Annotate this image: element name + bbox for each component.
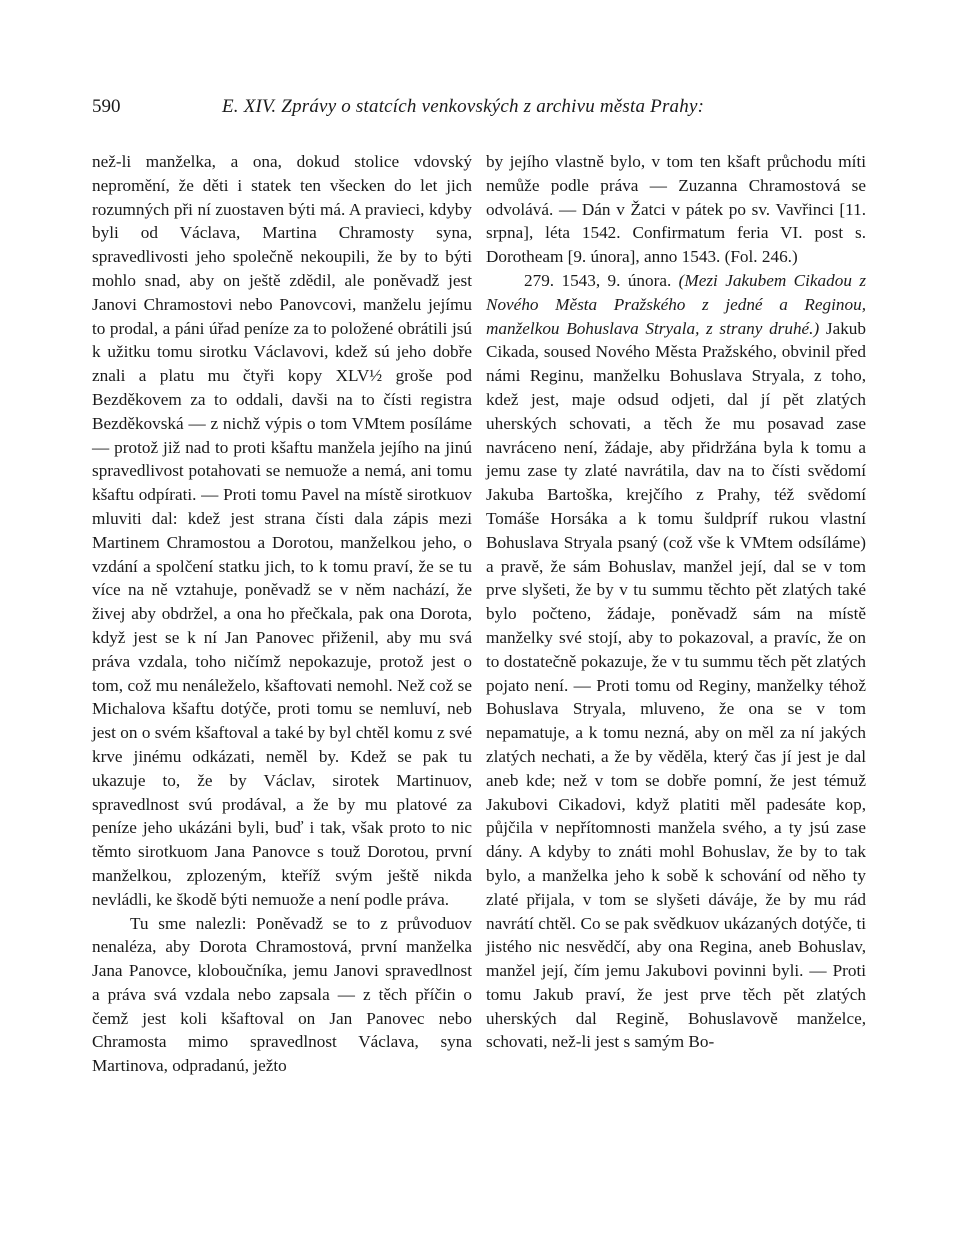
body-paragraph: než-li manželka, a ona, dokud stolice vdovský nepromění, že děti i statek ten všecken do let jich rozumných při ní zuostaven býti má. A pravieci, kdyby byli od Václava, Martina Chramosty syna, spravedlivosti jeho společně nekoupili, že by to býti mohlo snad, aby on ještě zdědil, ale poněvadž jest Janovi Chramostovi nebo Panovcovi, manželu jejímu to prodal, a páni úřad peníze za to položené obrátili jsú k užitku tomu sirotku Václavovi, kdež sú jeho dobře znali a platu mu čtyři kopy XLV½ groše pod Bezděkovem za to oddali, davši na to čísti registra Bezděkovská — z nichž výpis o tom VMtem posíláme — protož již nad to proti kšaftu manžela jejího na jinú spravedlivost potahovati se nemuože a nemá, ani tomu kšaftu odpírati. — Proti tomu Pavel na místě sirotkuov mluviti dal: kdež jest strana čísti dala zápis mezi Martinem Chramostou a Dorotou, manželkou jeho, o vzdání a spolčení statku jich, to k tomu praví, že se tu více na ně vztahuje, poněvadž se v něm nachází, že živej aby obdržel, a ona ho přečkala, pak ona Dorota, když jest se k ní Jan Panovec přiženil, aby mu svá práva vzdala, toho ničímž nepokazuje, protož jest o tom, což mu nenáleželo, kšaftovati nemohl. Než což se Michalova kšaftu dotýče, proti tomu se nemluví, neb jest on o svém kšaftoval a také by byl chtěl komu z své krve jinému odkázati, neměl by. Kdež se pak tu ukazuje to, že by Václav, sirotek Martinuov, spravedlnost svú prodával, a že by mu platové za peníze jeho ukázáni byli, buď i tak, však proto to nic těmto sirotkuom Jana Panovce s touž Dorotou, první manželkou, zplozeným, kteříž svým ještě nikda nevládli, ke škodě býti nemuože a není podle práva. [92,152,472,909]
record-body: Jakub Cikada, soused Nového Města Pražského, obvinil před námi Reginu, manželku Bohuslava Stryala, z toho, kdež jest, maje odsud odjeti, dal jí pět zlatých uherských schovati, a těch že mu posavad zase navráceno není, žádaje, aby přidržána byla k tomu a jemu zase ty zlaté navrátila, dav na to čísti svědomí Jakuba Bartoška, krejčího z Prahy, též svědomí Tomáše Horsáka a k tomu šuldpríf rukou vlastní Bohuslava Stryala psaný (což vše k VMtem odsíláme) a pravě, že sám Bohuslav, manžel její, dal se v tom prve slyšeti, že by v tu summu těchto pět zlatých také bylo počteno, žádaje, poněvadž sám na místě manželky své stojí, aby to pokazoval, a pravíc, že on to dostatečně pokazuje, že v tu summu těch pět zlatých pojato není. — Proti tomu od Reginy, manželky téhož Bohuslava Stryala, mluveno, že ona se v tom nepamatuje, a k tomu nezná, aby on měl za ní jakých zlatých nechati, a že by věděla, který čas jí jest je dal aneb kde; než v tom se dobře pomní, že jest témuž Jakubovi Cikadovi, když platiti měl padesáte kop, půjčila v nepřítomnosti manžela svého, a ty jsú zase dány. A kdyby to znáti mohl Bohuslav, že by to tak bylo, a manželka jeho k sobě k schování od něho ty zlaté přijala, v tom se slyšeti dáváje, že by mu rád navrátí chtěl. Co se pak svědkuov ukázaných dotýče, ti jistého nic nesvědčí, aby ona Regina, aneb Bohuslav, manžel její, čím jemu Jakubovi povinni byli. — Proti tomu Jakub praví, že jest prve těch pět zlatých uherských dal Regině, Bohuslavově manželce, schovati, než-li jest s samým Bo- [486,318,866,1052]
right-column [486,150,866,1054]
body-paragraph: Tu sme nalezli: Poněvadž se to z průvoduov nenaléza, aby Dorota Chramostová, první manželka Jana Panovce, kloboučníka, jemu Janovi spravedlnost a práva svá vzdala nebo zapsala — z těch příčin o čemž jest koli kšaftoval on Jan Panovec nebo Chramosta mimo spravedlnost Václava, syna Martinova, odpradanú, ježto [92,913,472,1076]
page-header [92,96,882,126]
body-paragraph: by jejího vlastně bylo, v tom ten kšaft průchodu míti nemůže podle práva — Zuzanna Chramostová se odvolává. — Dán v Žatci v pátek po sv. Vavřinci [11. srpna], léta 1542. Confirmatum feria VI. post s. Dorotheam [9. února], anno 1543. (Fol. 246.) [486,152,866,267]
record-number: 279. 1543, 9. února. [524,270,672,290]
record-title: (Mezi Jakubem Cikadou z Nového Města Pražského z jedné a Reginou, manželkou Bohuslava Stryala, z strany druhé.) [486,270,867,338]
record-entry [486,269,866,1054]
page-number: 590 [92,96,121,117]
left-column [92,150,472,1078]
running-title: E. XIV. Zprávy o statcích venkovských z archivu města Prahy: [222,96,705,117]
